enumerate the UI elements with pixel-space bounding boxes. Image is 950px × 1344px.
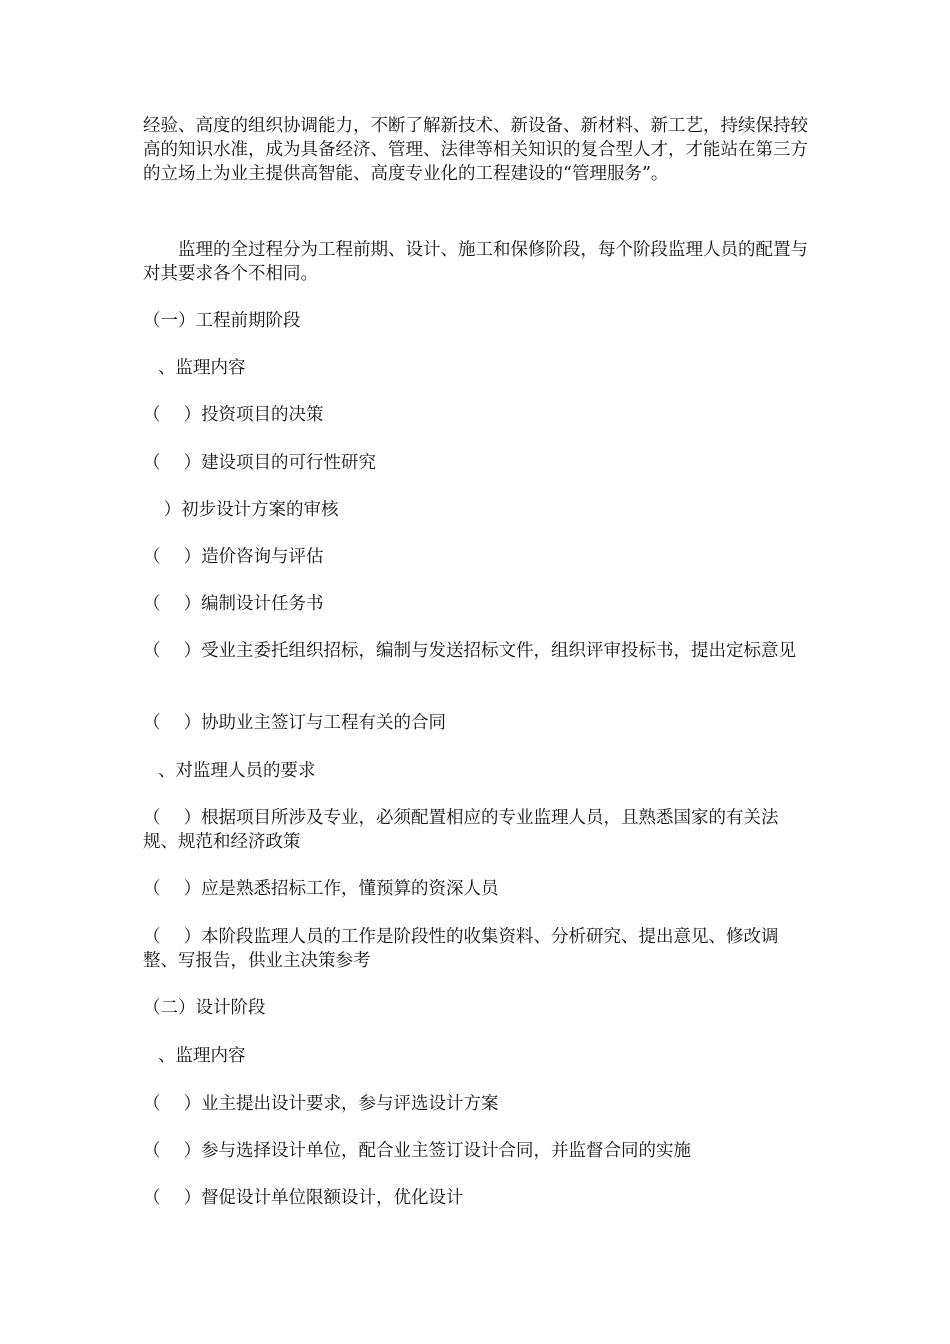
- list-item: （ ）投资项目的决策: [143, 405, 324, 425]
- list-item: （ ）受业主委托组织招标，编制与发送招标文件，组织评审投标书，提出定标意见: [143, 641, 797, 661]
- paragraph-intro-continuation: 经验、高度的组织协调能力，不断了解新技术、新设备、新材料、新工艺，持续保持较高的知识水准，成为具备经济、管理、法律等相关知识的复合型人才，才能站在第三方的立场上为业主提供高智能、高度专业化的工程建设的“管理服务”。: [143, 116, 808, 184]
- list-item: （ ）编制设计任务书: [143, 594, 324, 614]
- section-heading-pre-project: （一）工程前期阶段: [143, 311, 301, 331]
- list-item: （ ）根据项目所涉及专业，必须配置相应的专业监理人员，且熟悉国家的有关法规、规范和经济政策: [143, 808, 779, 852]
- list-item: （ ）建设项目的可行性研究: [143, 453, 377, 473]
- section-heading-design: （二）设计阶段: [143, 998, 266, 1018]
- list-item: （ ）造价咨询与评估: [143, 547, 324, 567]
- list-item: （ ）业主提出设计要求，参与评选设计方案: [143, 1094, 499, 1114]
- list-item: ）初步设计方案的审核: [158, 500, 339, 520]
- paragraph-supervision-stages: 监理的全过程分为工程前期、设计、施工和保修阶段，每个阶段监理人员的配置与对其要求各个不相同。: [143, 240, 808, 284]
- list-item: （ ）本阶段监理人员的工作是阶段性的收集资料、分析研究、提出意见、修改调整、写报告，供业主决策参考: [143, 927, 779, 971]
- list-item: （ ）协助业主签订与工程有关的合同: [143, 713, 447, 733]
- list-item: （ ）应是熟悉招标工作，懂预算的资深人员: [143, 879, 499, 899]
- subsection-heading-content: 、监理内容: [158, 1046, 246, 1066]
- subsection-heading-content: 、监理内容: [158, 358, 246, 378]
- list-item: （ ）督促设计单位限额设计，优化设计: [143, 1188, 464, 1208]
- subsection-heading-requirements: 、对监理人员的要求: [158, 761, 316, 781]
- list-item: （ ）参与选择设计单位，配合业主签订设计合同，并监督合同的实施: [143, 1141, 692, 1161]
